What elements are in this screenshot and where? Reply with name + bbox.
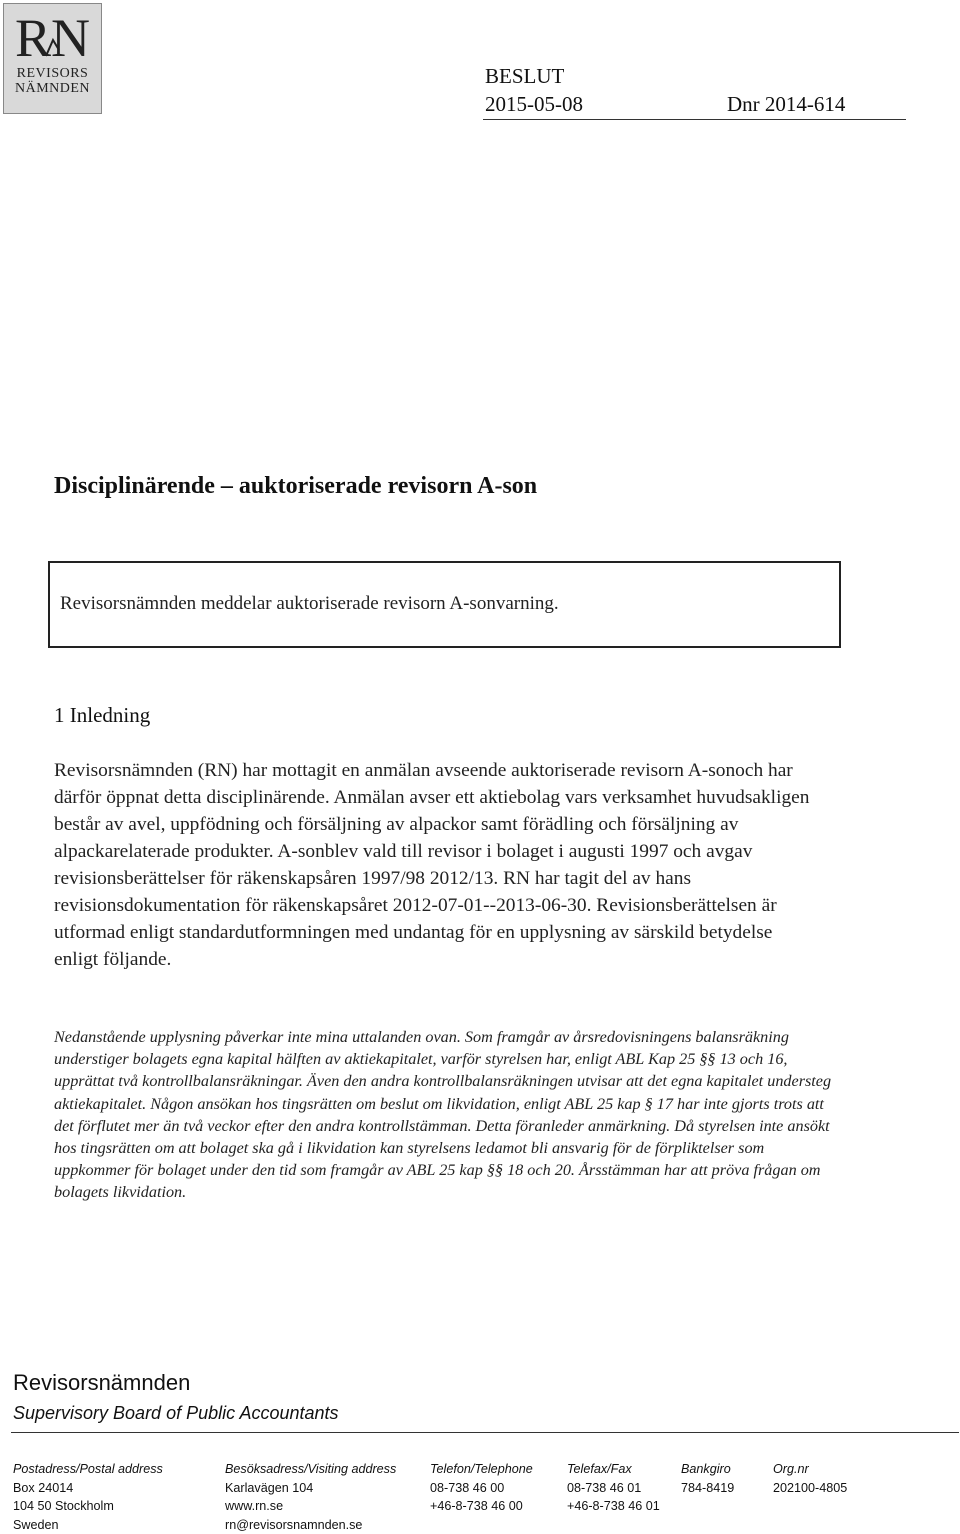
decision-summary-box	[48, 561, 841, 648]
logo-line-2: NÄMNDEN	[15, 81, 90, 96]
footer-line: Box 24014	[13, 1479, 163, 1498]
page-title: Disciplinärende – auktoriserade revisorn A-son	[54, 473, 537, 500]
document-type: BESLUT	[485, 64, 564, 89]
footer-line: Karlavägen 104	[225, 1479, 396, 1498]
footer-line: 104 50 Stockholm	[13, 1497, 163, 1516]
footer-bankgiro	[681, 1460, 734, 1497]
footer-line: Sweden	[13, 1516, 163, 1534]
footer-column-heading: Postadress/Postal address	[13, 1460, 163, 1479]
rn-monogram-icon	[13, 10, 93, 62]
section-heading-inledning: 1 Inledning	[54, 703, 150, 728]
decision-summary-text: Revisorsnämnden meddelar auktoriserade revisorn A-sonvarning.	[60, 593, 559, 615]
logo-line-1: REVISORS	[17, 66, 89, 81]
footer-line: 202100-4805	[773, 1479, 847, 1498]
footer-line: +46-8-738 46 00	[430, 1497, 533, 1516]
document-dnr: Dnr 2014-614	[727, 92, 845, 117]
footer-column-heading: Org.nr	[773, 1460, 847, 1479]
footer-line: +46-8-738 46 01	[567, 1497, 660, 1516]
footer-column-heading: Telefax/Fax	[567, 1460, 660, 1479]
footer-line: 08-738 46 01	[567, 1479, 660, 1498]
footer-telephone	[430, 1460, 533, 1516]
footer-fax	[567, 1460, 660, 1516]
section-body-text: Revisorsnämnden (RN) har mottagit en anmälan avseende auktoriserade revisorn A-sonoch har därför öppnat detta disciplinärende. Anmälan avser ett aktiebolag vars verksamhet huvudsakligen består av avel, uppfödning och försäljning av alpackor samt förädling och försäljning av alpackarelaterade produkter. A-sonblev vald till revisor i bolaget i augusti 1997 och avgav revisionsberättelser för räkenskapsåren 1997/98 2012/13. RN har tagit del av hans revisionsdokumentation för räkenskapsåret 2012-07-01--2013-06-30. Revisionsberättelsen är utformad enligt standardutformningen med undantag för en upplysning av särskild betydelse enligt följande.	[54, 757, 814, 973]
quoted-auditor-statement: Nedanstående upplysning påverkar inte mina uttalanden ovan. Som framgår av årsredovisningens balansräkning understiger bolagets egna kapital hälften av aktiekapitalet, varför styrelsen har, enligt ABL Kap 25 §§ 13 och 16, upprättat två kontrollbalansräkningar. Även den andra kontrollbalansräkningen utvisar att det egna kapitalet understeg aktiekapitalet. Någon ansökan hos tingsrätten om beslut om likvidation, enligt ABL 25 kap § 17 har inte gjorts trots att det förflutet mer än två veckor efter den andra kontrollstämman. Detta föranleder anmärkning. Då styrelsen inte ansökt hos tingsrätten om att bolaget ska gå i likvidation kan styrelsens ledamot bli ansvarig för de förpliktelser som uppkommer för bolaget under den tid som framgår av ABL 25 kap §§ 18 och 20. Årsstämman har att pröva frågan om bolagets likvidation.	[54, 1026, 844, 1204]
header-divider	[483, 119, 906, 120]
footer-email-link[interactable]: rn@revisorsnamnden.se	[225, 1516, 396, 1534]
document-date: 2015-05-08	[485, 92, 583, 117]
footer-organization-name: Revisorsnämnden	[13, 1370, 190, 1396]
footer-column-heading: Telefon/Telephone	[430, 1460, 533, 1479]
footer-column-heading: Bankgiro	[681, 1460, 734, 1479]
footer-website-link[interactable]: www.rn.se	[225, 1497, 396, 1516]
footer-divider	[11, 1432, 959, 1433]
footer-postal-address	[13, 1460, 163, 1534]
footer-org-number	[773, 1460, 847, 1497]
footer-column-heading: Besöksadress/Visiting address	[225, 1460, 396, 1479]
svg-text:RN: RN	[15, 10, 90, 62]
footer-organization-subtitle: Supervisory Board of Public Accountants	[13, 1403, 339, 1424]
revisorsnamnden-logo	[3, 3, 102, 114]
footer-line: 08-738 46 00	[430, 1479, 533, 1498]
footer-visiting-address	[225, 1460, 396, 1534]
footer-line: 784-8419	[681, 1479, 734, 1498]
